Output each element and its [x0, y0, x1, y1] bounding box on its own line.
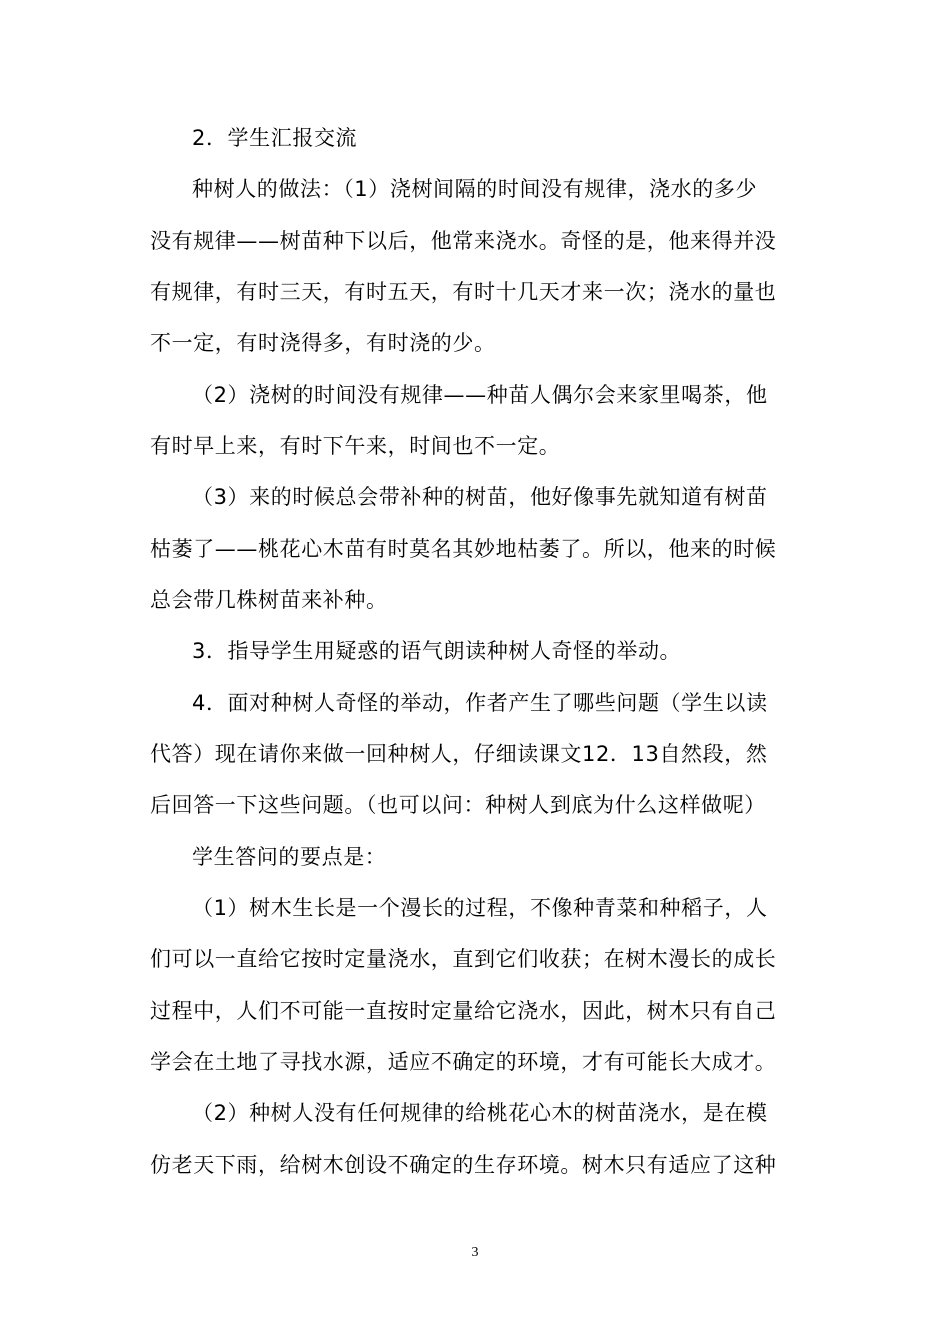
text-line: 没有规律——树苗种下以后，他常来浇水。奇怪的是，他来得并没 [150, 229, 777, 253]
text-line: 过程中，人们不可能一直按时定量给它浇水，因此，树木只有自己 [150, 999, 777, 1023]
text-line: 4．面对种树人奇怪的举动，作者产生了哪些问题（学生以读 [192, 691, 768, 715]
text-line: 不一定，有时浇得多，有时浇的少。 [150, 331, 496, 355]
text-line: （2）种树人没有任何规律的给桃花心木的树苗浇水，是在模 [192, 1101, 768, 1125]
text-line: （2）浇树的时间没有规律——种苗人偶尔会来家里喝茶，他 [192, 383, 768, 407]
text-line: 2．学生汇报交流 [192, 126, 358, 150]
text-line: （1）树木生长是一个漫长的过程，不像种青菜和种稻子，人 [192, 896, 768, 920]
text-line: 学生答问的要点是： [192, 845, 387, 869]
text-line: 种树人的做法：（1）浇树间隔的时间没有规律，浇水的多少 [192, 177, 758, 201]
page-number: 3 [471, 1245, 479, 1260]
text-line: （3）来的时候总会带补种的树苗，他好像事先就知道有树苗 [192, 485, 768, 509]
text-line: 学会在土地了寻找水源，适应不确定的环境，才有可能长大成才。 [150, 1050, 777, 1074]
text-line: 有时早上来，有时下午来，时间也不一定。 [150, 434, 561, 458]
text-line: 总会带几株树苗来补种。 [150, 588, 388, 612]
text-line: 仿老天下雨，给树木创设不确定的生存环境。树木只有适应了这种 [150, 1153, 777, 1177]
text-line: 3．指导学生用疑惑的语气朗读种树人奇怪的举动。 [192, 639, 682, 663]
text-line: 后回答一下这些问题。（也可以问：种树人到底为什么这样做呢） [150, 793, 766, 817]
text-line: 有规律，有时三天，有时五天，有时十几天才来一次；浇水的量也 [150, 280, 777, 304]
text-line: 们可以一直给它按时定量浇水，直到它们收获；在树木漫长的成长 [150, 947, 777, 971]
text-line: 代答）现在请你来做一回种树人，仔细读课文12．13自然段，然 [150, 742, 768, 766]
text-line: 枯萎了——桃花心木苗有时莫名其妙地枯萎了。所以，他来的时候 [150, 537, 777, 561]
